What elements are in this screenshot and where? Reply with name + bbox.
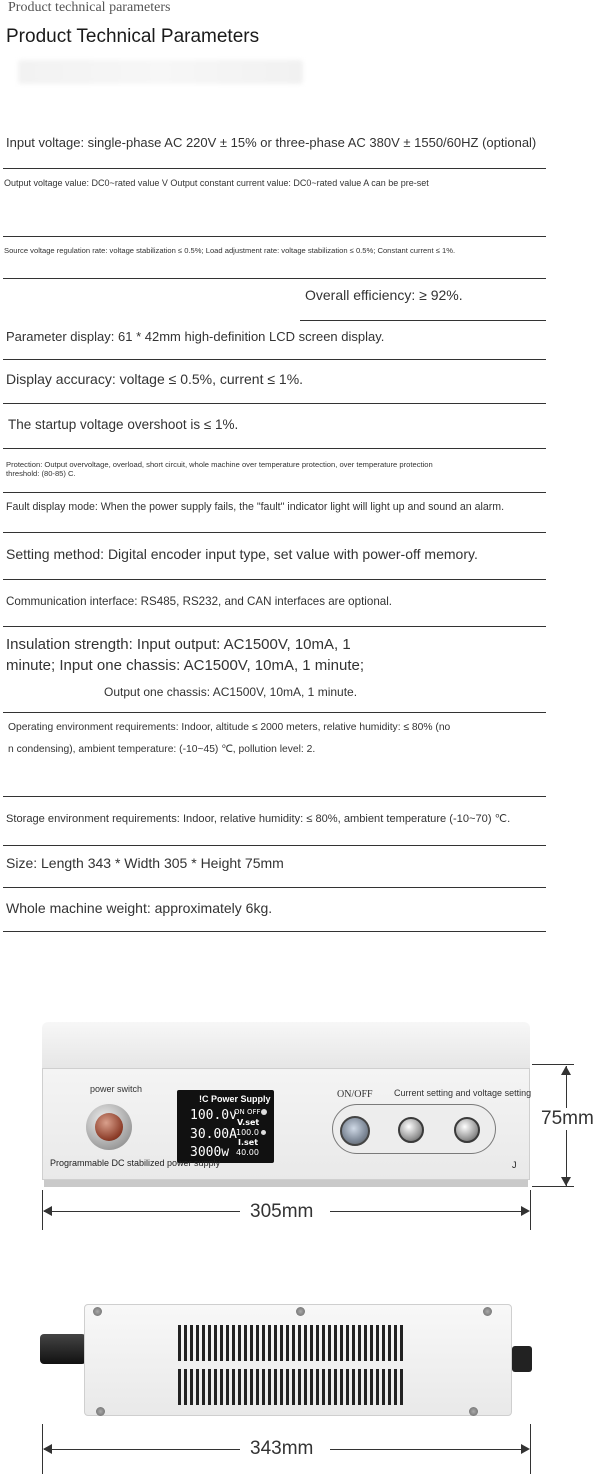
param-operating-line1: Operating environment requirements: Indoor, altitude ≤ 2000 meters, relative humidity: ≤ 80% (no <box>8 722 451 733</box>
setting-knobs-label: Current setting and voltage setting <box>394 1088 532 1098</box>
vent-slot <box>388 1325 391 1361</box>
param-overshoot: The startup voltage overshoot is ≤ 1%. <box>8 417 239 432</box>
onoff-label: ON/OFF <box>337 1089 373 1100</box>
param-efficiency: Overall efficiency: ≥ 92%. <box>305 287 463 303</box>
vent-slot <box>304 1325 307 1361</box>
param-insulation-line3: Output one chassis: AC1500V, 10mA, 1 minute. <box>104 685 358 699</box>
power-switch-label: power switch <box>90 1084 143 1094</box>
vent-slot <box>322 1325 325 1361</box>
divider <box>3 532 546 533</box>
vent-slot <box>220 1369 223 1405</box>
vent-slot <box>286 1325 289 1361</box>
vent-slot <box>358 1325 361 1361</box>
divider <box>3 796 546 797</box>
dimension-tick <box>532 1064 574 1065</box>
vent-slot <box>292 1325 295 1361</box>
param-communication: Communication interface: RS485, RS232, and CAN interfaces are optional. <box>6 595 393 608</box>
arrow-right-icon <box>521 1444 530 1454</box>
lcd-vset-value: 100.0 <box>236 1128 259 1137</box>
lcd-vset-label: V.set <box>237 1118 260 1127</box>
vent-slot <box>214 1369 217 1405</box>
divider <box>3 931 546 932</box>
vent-slot <box>232 1325 235 1361</box>
vent-slot <box>238 1325 241 1361</box>
power-switch-button <box>95 1113 123 1141</box>
screw-icon <box>483 1307 492 1316</box>
param-fault: Fault display mode: When the power supply fails, the "fault" indicator light will light up and sound an alarm. <box>6 501 505 513</box>
dimension-tick <box>530 1190 531 1230</box>
vent-slot <box>196 1325 199 1361</box>
length-dimension-label: 343mm <box>250 1438 314 1459</box>
screw-icon <box>296 1307 305 1316</box>
divider <box>3 168 546 169</box>
vent-slot <box>376 1325 379 1361</box>
param-size: Size: Length 343 * Width 305 * Height 75mm <box>6 855 284 871</box>
lcd-current-reading: 30.00A <box>190 1127 237 1142</box>
vent-slot <box>328 1325 331 1361</box>
vent-slot <box>280 1325 283 1361</box>
vent-slot <box>226 1325 229 1361</box>
vent-slot <box>352 1325 355 1361</box>
lcd-title: !C Power Supply <box>199 1094 271 1104</box>
ventilation-grille <box>178 1325 408 1405</box>
output-terminal-connector <box>512 1346 532 1372</box>
vent-slot <box>370 1369 373 1405</box>
vent-slot <box>190 1325 193 1361</box>
param-setting: Setting method: Digital encoder input type, set value with power-off memory. <box>6 546 478 562</box>
height-dimension-label: 75mm <box>541 1108 594 1129</box>
vent-slot <box>244 1325 247 1361</box>
vent-slot <box>334 1369 337 1405</box>
arrow-up-icon <box>561 1066 571 1075</box>
lcd-indicator-icon <box>261 1130 266 1135</box>
lcd-indicator-icon <box>261 1109 267 1115</box>
vent-slot <box>250 1369 253 1405</box>
vent-slot <box>226 1369 229 1405</box>
power-cable-connector <box>40 1334 86 1364</box>
divider <box>3 845 546 846</box>
vent-slot <box>208 1369 211 1405</box>
vent-slot <box>238 1369 241 1405</box>
width-dimension-line <box>330 1211 528 1212</box>
vent-slot <box>394 1325 397 1361</box>
vent-slot <box>286 1369 289 1405</box>
vent-slot <box>232 1369 235 1405</box>
vent-slot <box>370 1325 373 1361</box>
vent-slot <box>316 1325 319 1361</box>
param-insulation-line2: minute; Input one chassis: AC1500V, 10mA, 1 minute; <box>6 657 364 674</box>
vent-slot <box>334 1325 337 1361</box>
param-display: Parameter display: 61 * 42mm high-definition LCD screen display. <box>6 329 385 344</box>
vent-slot <box>250 1325 253 1361</box>
vent-slot <box>190 1369 193 1405</box>
device-top-surface <box>42 1022 530 1068</box>
divider <box>3 626 546 627</box>
vent-slot <box>304 1369 307 1405</box>
lcd-onoff-indicator: ON OFF <box>234 1108 261 1116</box>
vent-slot <box>202 1325 205 1361</box>
lcd-power-reading: 3000w <box>190 1145 230 1160</box>
vent-slot <box>196 1369 199 1405</box>
vent-slot <box>322 1369 325 1405</box>
onoff-button <box>340 1116 370 1146</box>
vent-slot <box>340 1325 343 1361</box>
arrow-down-icon <box>561 1177 571 1186</box>
param-protection-line2: threshold: (80-85) C. <box>6 469 76 478</box>
param-input-voltage: Input voltage: single-phase AC 220V ± 15% or three-phase AC 380V ± 1550/60HZ (optional) <box>6 135 537 150</box>
dimension-tick <box>532 1186 574 1187</box>
arrow-left-icon <box>43 1206 52 1216</box>
length-dimension-line <box>44 1449 240 1450</box>
lcd-screen <box>177 1090 274 1163</box>
vent-slot <box>400 1369 403 1405</box>
lcd-iset-label: I.set <box>238 1138 259 1147</box>
vent-slot <box>346 1325 349 1361</box>
device-base <box>44 1180 528 1187</box>
param-protection-line1: Protection: Output overvoltage, overload, short circuit, whole machine over temperature protection, over temperature protection <box>6 460 433 469</box>
vent-slot <box>244 1369 247 1405</box>
lcd-voltage-reading: 100.0v <box>190 1108 237 1123</box>
param-accuracy: Display accuracy: voltage ≤ 0.5%, current ≤ 1%. <box>6 371 304 387</box>
section-title-small: Product technical parameters <box>8 0 171 15</box>
model-label: Programmable DC stabilized power supply <box>50 1158 221 1168</box>
vent-slot <box>220 1325 223 1361</box>
vent-slot <box>346 1369 349 1405</box>
vent-slot <box>178 1325 181 1361</box>
vent-slot <box>400 1325 403 1361</box>
divider <box>3 236 546 237</box>
vent-slot <box>388 1369 391 1405</box>
divider <box>3 492 546 493</box>
corner-mark: J <box>512 1160 517 1170</box>
vent-slot <box>178 1369 181 1405</box>
param-weight: Whole machine weight: approximately 6kg. <box>6 900 273 916</box>
vent-slot <box>256 1369 259 1405</box>
screw-icon <box>469 1407 478 1416</box>
width-dimension-label: 305mm <box>250 1201 314 1222</box>
vent-slot <box>382 1325 385 1361</box>
vent-slot <box>364 1325 367 1361</box>
vent-slot <box>358 1369 361 1405</box>
param-operating-line2: n condensing), ambient temperature: (-10~45) ℃, pollution level: 2. <box>8 744 316 755</box>
divider <box>3 278 546 279</box>
vent-slot <box>298 1369 301 1405</box>
divider <box>3 887 546 888</box>
param-output-value: Output voltage value: DC0~rated value V Output constant current value: DC0~rated value A can be pre-set <box>4 178 429 188</box>
vent-slot <box>202 1369 205 1405</box>
vent-slot <box>268 1325 271 1361</box>
length-dimension-line <box>330 1449 528 1450</box>
current-setting-knob <box>398 1117 424 1143</box>
vent-slot <box>274 1325 277 1361</box>
width-dimension-line <box>44 1211 240 1212</box>
param-storage: Storage environment requirements: Indoor, relative humidity: ≤ 80%, ambient temperature (-10~70) ℃. <box>6 813 511 825</box>
vent-slot <box>214 1325 217 1361</box>
arrow-right-icon <box>521 1206 530 1216</box>
lcd-iset-value: 40.00 <box>236 1148 259 1157</box>
vent-slot <box>310 1325 313 1361</box>
divider <box>3 359 546 360</box>
vent-slot <box>256 1325 259 1361</box>
vent-slot <box>184 1369 187 1405</box>
vent-slot <box>292 1369 295 1405</box>
vent-slot <box>394 1369 397 1405</box>
arrow-left-icon <box>43 1444 52 1454</box>
vent-slot <box>328 1369 331 1405</box>
divider <box>300 320 546 321</box>
vent-slot <box>340 1369 343 1405</box>
vent-slot <box>280 1369 283 1405</box>
vent-slot <box>352 1369 355 1405</box>
param-insulation-line1: Insulation strength: Input output: AC1500V, 10mA, 1 <box>6 636 351 653</box>
vent-slot <box>268 1369 271 1405</box>
param-regulation: Source voltage regulation rate: voltage stabilization ≤ 0.5%; Load adjustment rate: voltage stabilization ≤ 0.5%; Constant current ≤ 1%. <box>4 246 456 255</box>
vent-slot <box>184 1325 187 1361</box>
divider <box>3 579 546 580</box>
blurred-banner <box>18 60 303 84</box>
vent-slot <box>208 1325 211 1361</box>
vent-slot <box>316 1369 319 1405</box>
vent-slot <box>382 1369 385 1405</box>
screw-icon <box>93 1307 102 1316</box>
page-title: Product Technical Parameters <box>6 26 260 47</box>
screw-icon <box>96 1407 105 1416</box>
divider <box>3 403 546 404</box>
vent-slot <box>376 1369 379 1405</box>
vent-slot <box>262 1325 265 1361</box>
vent-slot <box>262 1369 265 1405</box>
divider <box>3 448 546 449</box>
vent-slot <box>274 1369 277 1405</box>
vent-slot <box>310 1369 313 1405</box>
divider <box>3 712 546 713</box>
dimension-tick <box>530 1424 531 1474</box>
voltage-setting-knob <box>454 1117 480 1143</box>
vent-slot <box>364 1369 367 1405</box>
vent-slot <box>298 1325 301 1361</box>
